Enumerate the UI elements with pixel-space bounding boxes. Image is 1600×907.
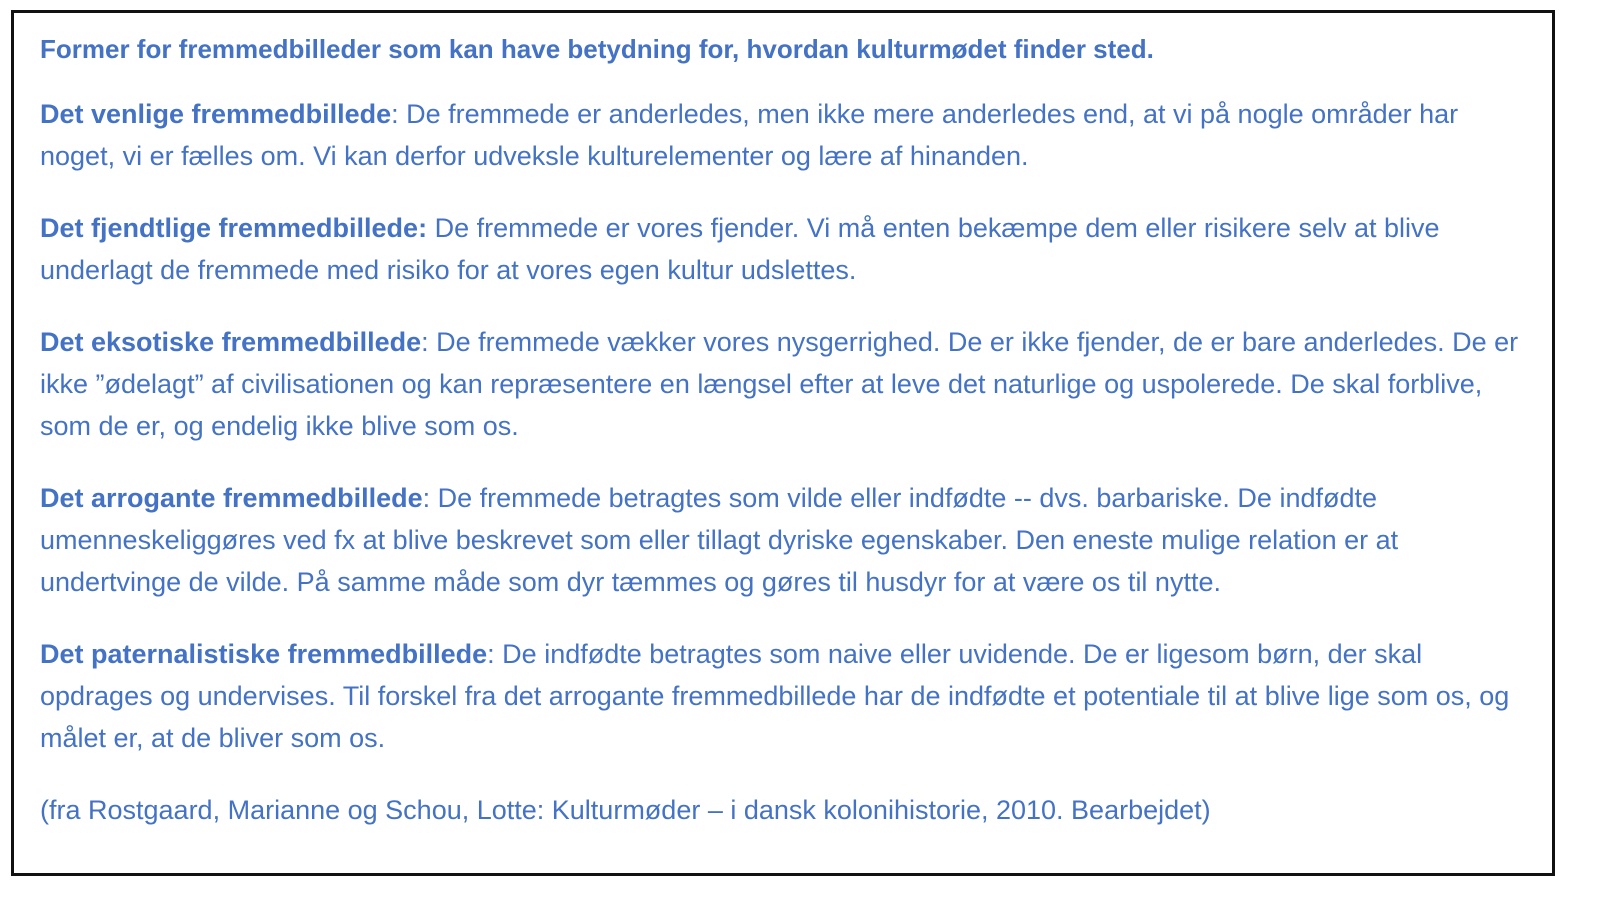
paragraph-eksotiske <box>40 321 1526 447</box>
term-heading: Det venlige fremmedbillede <box>40 99 392 129</box>
paragraph-paternalistiske <box>40 633 1526 759</box>
paragraph-arrogante <box>40 477 1526 603</box>
term-heading: Det paternalistiske fremmedbillede <box>40 639 488 669</box>
term-heading: Det arrogante fremmedbillede <box>40 483 423 513</box>
paragraph-fjendtlige <box>40 207 1526 291</box>
term-heading: Det eksotiske fremmedbillede <box>40 327 422 357</box>
paragraph-text: : De indfødte betragtes som naive eller uvidende. De er ligesom børn, der skal opdrages og undervises. Til forskel fra det arrogante fremmedbillede har de indfødte et potentiale til at blive lige som os, og målet er, at de bliver som os. <box>40 639 1510 753</box>
paragraph-text: : De fremmede betragtes som vilde eller indfødte -- dvs. barbariske. De indfødte umenneskeliggøres ved fx at blive beskrevet som eller tillagt dyriske egenskaber. Den eneste mulige relation er at undertvinge de vilde. På samme måde som dyr tæmmes og gøres til husdyr for at være os til nytte. <box>40 483 1399 597</box>
document-title: Former for fremmedbilleder som kan have betydning for, hvordan kulturmødet finder sted. <box>40 34 1154 64</box>
paragraph-text: : De fremmede vækker vores nysgerrighed. De er ikke fjender, de er bare anderledes. De er ikke ”ødelagt” af civilisationen og kan repræsentere en længsel efter at leve det naturlige og uspolerede. De skal forblive, som de er, og endelig ikke blive som os. <box>40 327 1519 441</box>
paragraph-venlige <box>40 93 1526 177</box>
source-citation: (fra Rostgaard, Marianne og Schou, Lotte: Kulturmøder – i dansk kolonihistorie, 2010. Bearbejdet) <box>40 795 1211 825</box>
paragraph-text: : De fremmede er anderledes, men ikke mere anderledes end, at vi på nogle områder har noget, vi er fælles om. Vi kan derfor udveksle kulturelementer og lære af hinanden. <box>40 99 1459 171</box>
paragraph-text: De fremmede er vores fjender. Vi må enten bekæmpe dem eller risikere selv at blive underlagt de fremmede med risiko for at vores egen kultur udslettes. <box>40 213 1440 285</box>
text-box <box>11 10 1555 876</box>
term-heading: Det fjendtlige fremmedbillede: <box>40 213 428 243</box>
